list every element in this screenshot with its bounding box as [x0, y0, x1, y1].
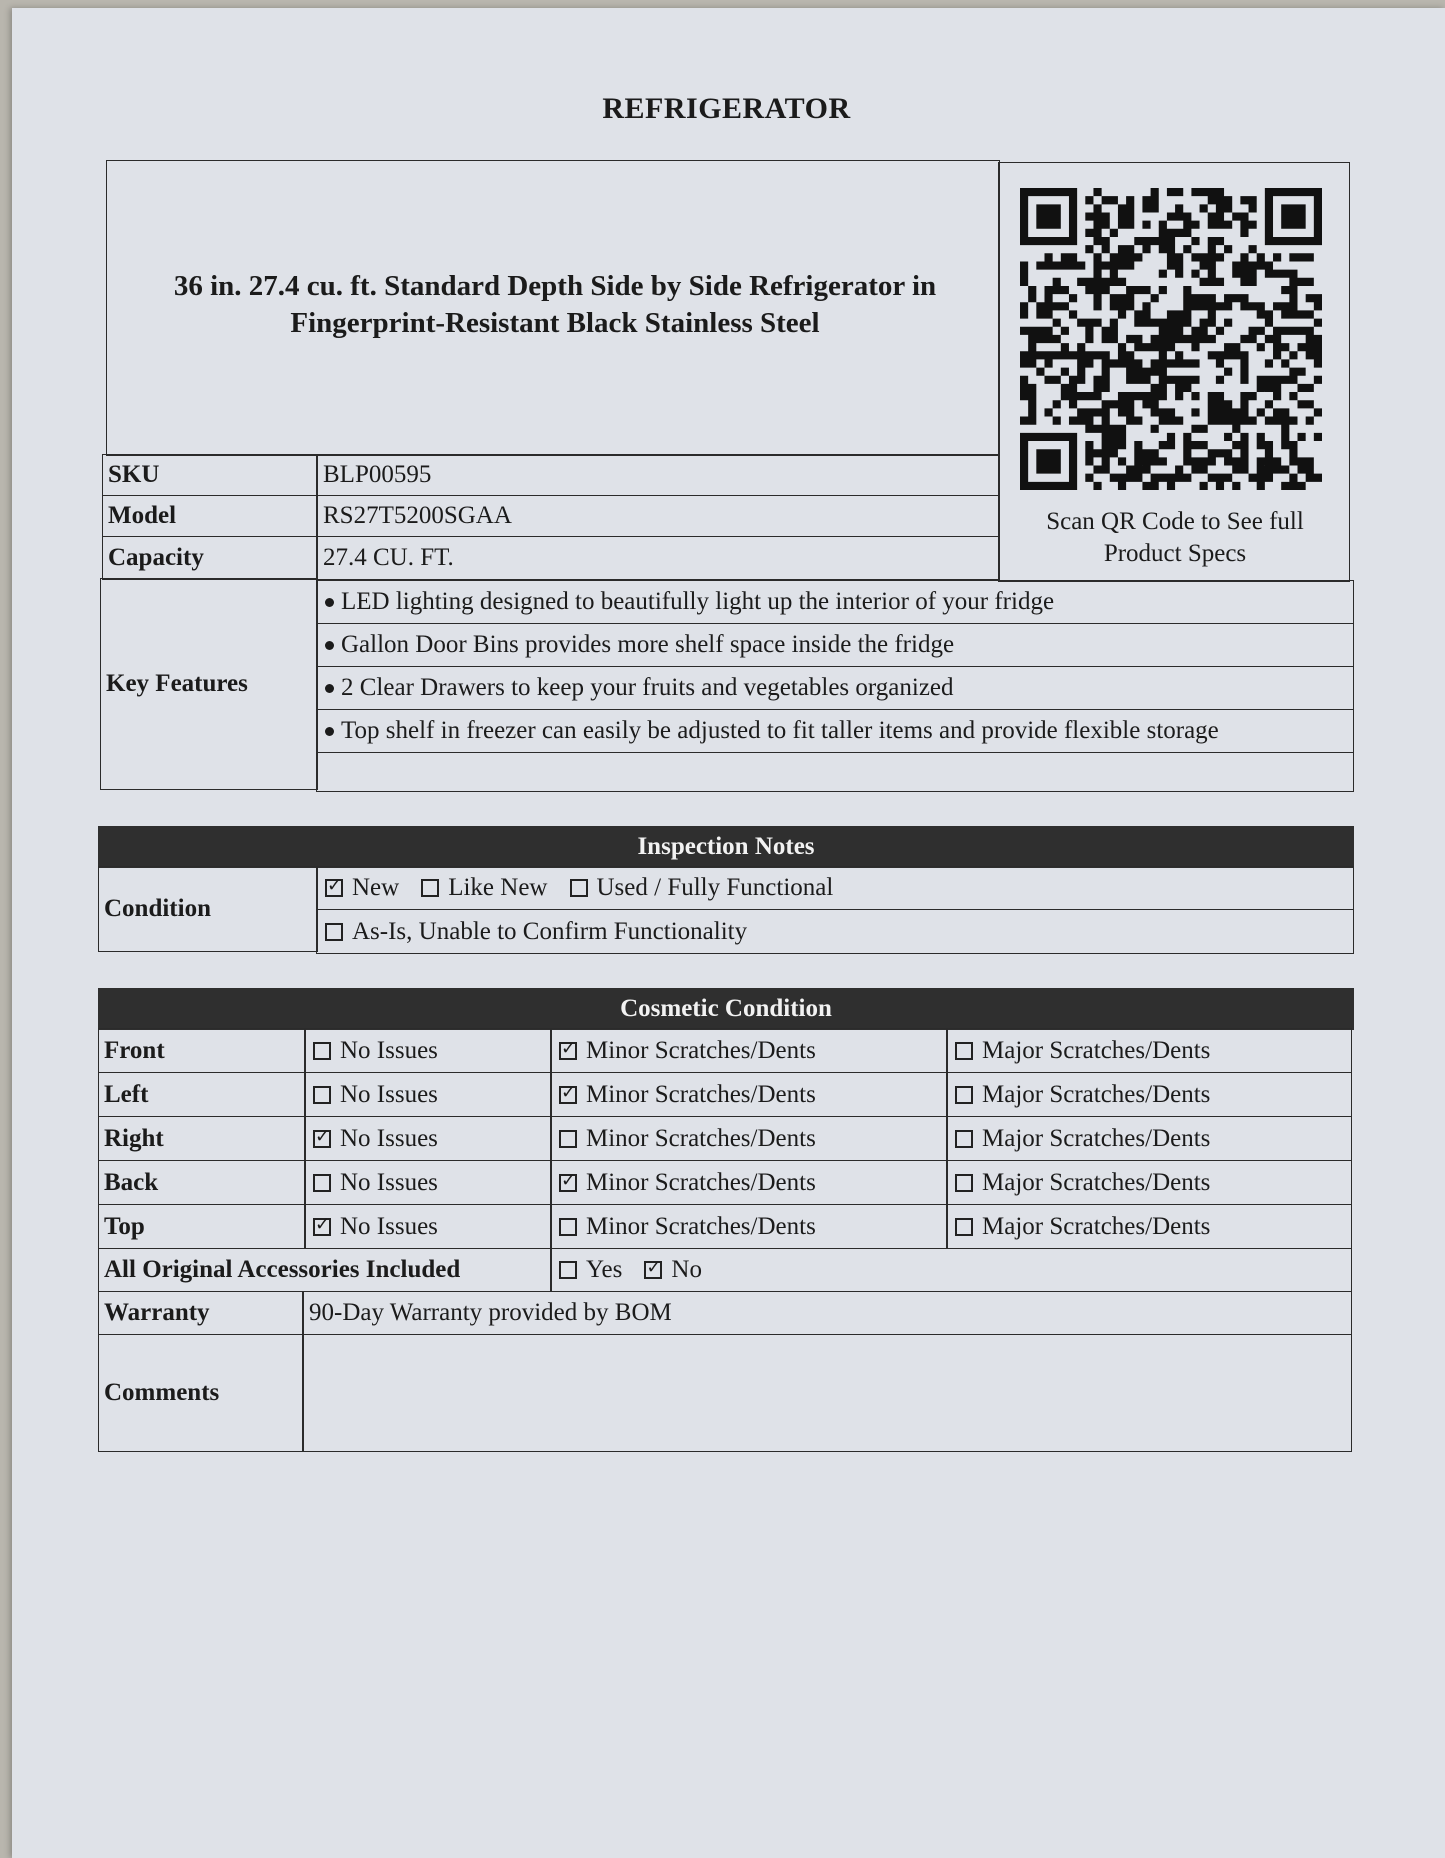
checkbox-label: Minor Scratches/Dents: [586, 1212, 816, 1240]
cosmetic-option-cell: [946, 1028, 1352, 1073]
feature-row: [316, 709, 1354, 753]
checkbox-icon: [313, 1086, 331, 1104]
checkbox-label: No Issues: [340, 1168, 438, 1196]
model-label: Model: [102, 495, 318, 537]
condition-options-row-2: [316, 909, 1354, 954]
checkbox-label: Major Scratches/Dents: [982, 1124, 1211, 1152]
checkbox-label: No Issues: [340, 1124, 438, 1152]
cosmetic-option-cell: [304, 1028, 552, 1073]
cosmetic-row-label: Right: [98, 1116, 306, 1161]
checkbox-label: Minor Scratches/Dents: [586, 1124, 816, 1152]
condition-options-row-1: [316, 866, 1354, 910]
cosmetic-option-cell: [550, 1116, 948, 1161]
condition-as-is-checkbox[interactable]: [325, 918, 747, 946]
model-value: RS27T5200SGAA: [316, 495, 1000, 537]
checkbox-icon: [570, 879, 588, 897]
cosmetic-option-cell: [946, 1116, 1352, 1161]
checkbox-label: Minor Scratches/Dents: [586, 1168, 816, 1196]
checkbox-label: Yes: [586, 1256, 623, 1283]
cosmetic-row-label: Back: [98, 1160, 306, 1205]
cosmetic-front-option-1-checkbox[interactable]: [313, 1037, 438, 1065]
checkbox-label: New: [352, 874, 400, 901]
cosmetic-top-option-1-checkbox[interactable]: [313, 1213, 438, 1241]
checkbox-label: Major Scratches/Dents: [982, 1168, 1211, 1196]
checkbox-icon: [559, 1174, 577, 1192]
checkbox-label: No Issues: [340, 1212, 438, 1240]
cosmetic-option-cell: [946, 1204, 1352, 1249]
cosmetic-top-option-2-checkbox[interactable]: [559, 1213, 816, 1241]
cosmetic-left-option-2-checkbox[interactable]: [559, 1081, 816, 1109]
checkbox-icon: [955, 1042, 973, 1060]
cosmetic-back-option-2-checkbox[interactable]: [559, 1169, 816, 1197]
feature-text: 2 Clear Drawers to keep your fruits and vegetables organized: [341, 674, 954, 701]
cosmetic-option-cell: [550, 1204, 948, 1249]
cosmetic-option-cell: [550, 1160, 948, 1205]
cosmetic-row-label: Front: [98, 1028, 306, 1073]
comments-field[interactable]: [302, 1334, 1352, 1452]
cosmetic-top-option-3-checkbox[interactable]: [955, 1213, 1210, 1241]
checkbox-icon: [644, 1261, 662, 1279]
cosmetic-back-option-1-checkbox[interactable]: [313, 1169, 438, 1197]
checkbox-icon: [313, 1042, 331, 1060]
feature-text: Gallon Door Bins provides more shelf space inside the fridge: [341, 631, 955, 658]
checkbox-icon: [325, 923, 343, 941]
feature-row: [316, 666, 1354, 710]
checkbox-icon: [313, 1130, 331, 1148]
product-title: [105, 268, 1005, 342]
bullet-icon: [325, 598, 334, 607]
inspection-notes-header: Inspection Notes: [98, 826, 1354, 868]
cosmetic-front-option-3-checkbox[interactable]: [955, 1037, 1210, 1065]
warranty-label: Warranty: [98, 1291, 304, 1335]
condition-used-checkbox[interactable]: [570, 874, 834, 902]
capacity-value: 27.4 CU. FT.: [316, 536, 1000, 580]
comments-label: Comments: [98, 1334, 304, 1452]
cosmetic-option-cell: [946, 1160, 1352, 1205]
feature-row: [316, 580, 1354, 624]
qr-code-graphic: [1020, 188, 1328, 490]
document-title: REFRIGERATOR: [602, 92, 851, 125]
checkbox-icon: [559, 1086, 577, 1104]
checkbox-label: Minor Scratches/Dents: [586, 1080, 816, 1108]
cosmetic-option-cell: [304, 1116, 552, 1161]
qr-code[interactable]: [1020, 188, 1328, 490]
cosmetic-option-cell: [304, 1160, 552, 1205]
checkbox-icon: [955, 1130, 973, 1148]
sku-label: SKU: [102, 454, 318, 496]
accessories-label: All Original Accessories Included: [98, 1248, 552, 1292]
checkbox-label: Minor Scratches/Dents: [586, 1036, 816, 1064]
condition-new-checkbox[interactable]: [325, 874, 399, 902]
qr-caption-line-2: Product Specs: [1103, 540, 1247, 567]
checkbox-icon: [955, 1218, 973, 1236]
cosmetic-back-option-3-checkbox[interactable]: [955, 1169, 1210, 1197]
checkbox-label: Major Scratches/Dents: [982, 1080, 1211, 1108]
cosmetic-condition-header: Cosmetic Condition: [98, 988, 1354, 1030]
condition-like-new-checkbox[interactable]: [421, 874, 547, 902]
qr-caption: [1000, 506, 1350, 570]
checkbox-icon: [559, 1218, 577, 1236]
cosmetic-right-option-1-checkbox[interactable]: [313, 1125, 438, 1153]
cosmetic-row-label: Left: [98, 1072, 306, 1117]
cosmetic-option-cell: [304, 1204, 552, 1249]
warranty-value: 90-Day Warranty provided by BOM: [302, 1291, 1352, 1335]
checkbox-label: No: [671, 1256, 702, 1283]
sku-value: BLP00595: [316, 454, 1000, 496]
accessories-no-checkbox[interactable]: [644, 1256, 702, 1284]
checkbox-label: Like New: [448, 874, 548, 901]
cosmetic-front-option-2-checkbox[interactable]: [559, 1037, 816, 1065]
checkbox-icon: [559, 1261, 577, 1279]
checkbox-icon: [559, 1130, 577, 1148]
checkbox-icon: [421, 879, 439, 897]
checkbox-icon: [313, 1218, 331, 1236]
checkbox-label: No Issues: [340, 1080, 438, 1108]
condition-label: Condition: [98, 866, 318, 952]
cosmetic-row-label: Top: [98, 1204, 306, 1249]
feature-row-empty: [316, 752, 1354, 792]
cosmetic-left-option-3-checkbox[interactable]: [955, 1081, 1210, 1109]
cosmetic-right-option-3-checkbox[interactable]: [955, 1125, 1210, 1153]
checkbox-label: Major Scratches/Dents: [982, 1212, 1211, 1240]
bullet-icon: [325, 684, 334, 693]
cosmetic-left-option-1-checkbox[interactable]: [313, 1081, 438, 1109]
product-title-line-1: 36 in. 27.4 cu. ft. Standard Depth Side by Side Refrigerator in: [173, 270, 937, 302]
checkbox-icon: [559, 1042, 577, 1060]
bullet-icon: [325, 641, 334, 650]
capacity-label: Capacity: [102, 536, 318, 580]
cosmetic-option-cell: [550, 1072, 948, 1117]
feature-row: [316, 623, 1354, 667]
checkbox-label: Used / Fully Functional: [596, 874, 834, 901]
product-title-line-2: Fingerprint-Resistant Black Stainless Steel: [290, 307, 820, 339]
accessories-options: [550, 1248, 1352, 1292]
checkbox-label: No Issues: [340, 1036, 438, 1064]
cosmetic-option-cell: [550, 1028, 948, 1073]
key-features-label: Key Features: [100, 578, 318, 790]
feature-text: LED lighting designed to beautifully light up the interior of your fridge: [341, 588, 1055, 615]
checkbox-label: Major Scratches/Dents: [982, 1036, 1211, 1064]
accessories-yes-checkbox[interactable]: [559, 1256, 622, 1284]
cosmetic-option-cell: [304, 1072, 552, 1117]
cosmetic-option-cell: [946, 1072, 1352, 1117]
bullet-icon: [325, 727, 334, 736]
feature-text: Top shelf in freezer can easily be adjusted to fit taller items and provide flexible storage: [341, 717, 1219, 744]
checkbox-icon: [325, 879, 343, 897]
checkbox-icon: [313, 1174, 331, 1192]
checkbox-icon: [955, 1086, 973, 1104]
qr-caption-line-1: Scan QR Code to See full: [1046, 508, 1304, 535]
cosmetic-right-option-2-checkbox[interactable]: [559, 1125, 816, 1153]
checkbox-label: As-Is, Unable to Confirm Functionality: [352, 917, 748, 945]
checkbox-icon: [955, 1174, 973, 1192]
